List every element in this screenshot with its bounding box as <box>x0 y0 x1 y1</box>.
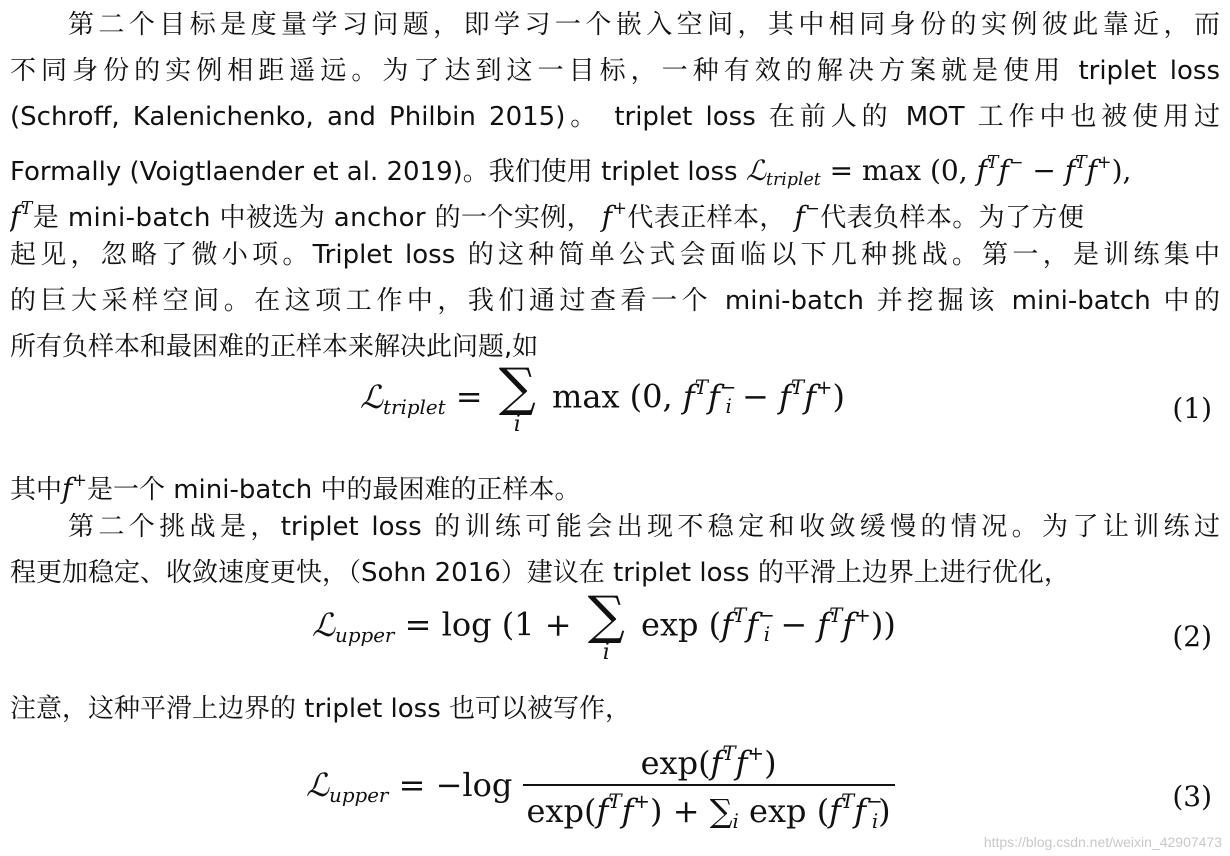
para1-line1: 第二个目标是度量学习问题，即学习一个嵌入空间，其中相同身份的实例彼此靠近，而 <box>68 10 1220 40</box>
note-line: 注意，这种平滑上边界的 triplet loss 也可以被写作， <box>10 694 632 724</box>
eq2-lhs-sub: upper <box>335 623 395 647</box>
watermark: https://blog.csdn.net/weixin_42907473 <box>983 834 1222 850</box>
inline-triplet-formula: ℒ$_{triplet}$ = max (0, $f^Tf^- - f^Tf^+$), <box>745 153 1132 191</box>
eq2-sum: ∑ i <box>587 586 625 665</box>
eq1-sum: ∑ i <box>498 358 536 437</box>
after-eq1-text: 是一个 mini-batch 中的最困难的正样本。 <box>86 475 581 506</box>
equation-1-number: (1) <box>1172 392 1212 425</box>
para1-line4-text: Formally (Voigtlaender et al. 2019)。我们使用 triplet loss <box>10 157 738 188</box>
after-eq1-prefix: 其中 <box>10 475 63 506</box>
para1-line8: 所有负样本和最困难的正样本来解决此问题,如 <box>10 332 539 362</box>
eq3-numerator: $\exp(f^Tf^+)$ <box>523 742 895 786</box>
para1-line5-b: 代表正样本， <box>627 203 786 234</box>
para2-line2: 程更加稳定、收敛速度更快，（Sohn 2016）建议在 triplet loss 的平滑上边界上进行优化， <box>10 558 1070 588</box>
eq3-fraction <box>523 742 895 833</box>
inline-loss-symbol: ℒ <box>745 154 767 188</box>
equation-2-number: (2) <box>1172 620 1212 653</box>
para1-line5-a: 是 mini-batch 中被选为 anchor 的一个实例， <box>32 203 594 234</box>
equation-2: ℒ$_{upper}$ = log (1 + ∑ i $\exp (f^Tf^-_i - f^Tf^+)$) <box>312 586 896 665</box>
eq2-exp: exp <box>641 605 699 644</box>
eq1-lhs-sub: triplet <box>383 395 446 419</box>
after-eq1-line: 其中f+是一个 mini-batch 中的最困难的正样本。 <box>10 471 581 506</box>
equation-1: ℒ$_{triplet}$ = ∑ i max (0, $f^Tf^-_i - f^Tf^+$) <box>360 358 846 437</box>
para1-line5: $f^T$是 mini-batch 中被选为 anchor 的一个实例， f+代表正样本， f−代表负样本。为了方便 <box>10 199 1085 234</box>
eq3-denominator: $\exp(f^Tf^+) + \sum_i$ $\exp (f^Tf^-_i)$ <box>526 789 891 833</box>
eq1-max: max <box>552 377 620 416</box>
para1-line3: (Schroff, Kalenichenko, and Philbin 2015)。 triplet loss 在前人的 MOT 工作中也被使用过 <box>10 102 1220 132</box>
eq3-log: log <box>462 765 513 804</box>
para1-line6: 起见，忽略了微小项。Triplet loss 的这种简单公式会面临以下几种挑战。第一，是训练集中 <box>10 240 1220 270</box>
para2-line1: 第二个挑战是，triplet loss 的训练可能会出现不稳定和收敛缓慢的情况。为了让训练过 <box>68 512 1220 542</box>
eq2-log: log <box>441 605 492 644</box>
inline-loss-sub: triplet <box>766 170 821 191</box>
para1-line5-c: 代表负样本。为了方便 <box>820 203 1085 234</box>
eq3-lhs-sub: upper <box>329 783 389 807</box>
para1-line7: 的巨大采样空间。在这项工作中，我们通过查看一个 mini-batch 并挖掘该 mini-batch 中的 <box>10 286 1220 316</box>
equation-3-number: (3) <box>1172 780 1212 813</box>
equation-3: ℒ$_{upper}$ = −log $\frac{\exp(f^Tf^+)}{\exp(f^Tf^+) + \sum_i \exp (f^Tf^-_i)}$ <box>306 742 895 833</box>
para1-line2: 不同身份的实例相距遥远。为了达到这一目标，一种有效的解决方案就是使用 triplet loss <box>10 56 1220 86</box>
